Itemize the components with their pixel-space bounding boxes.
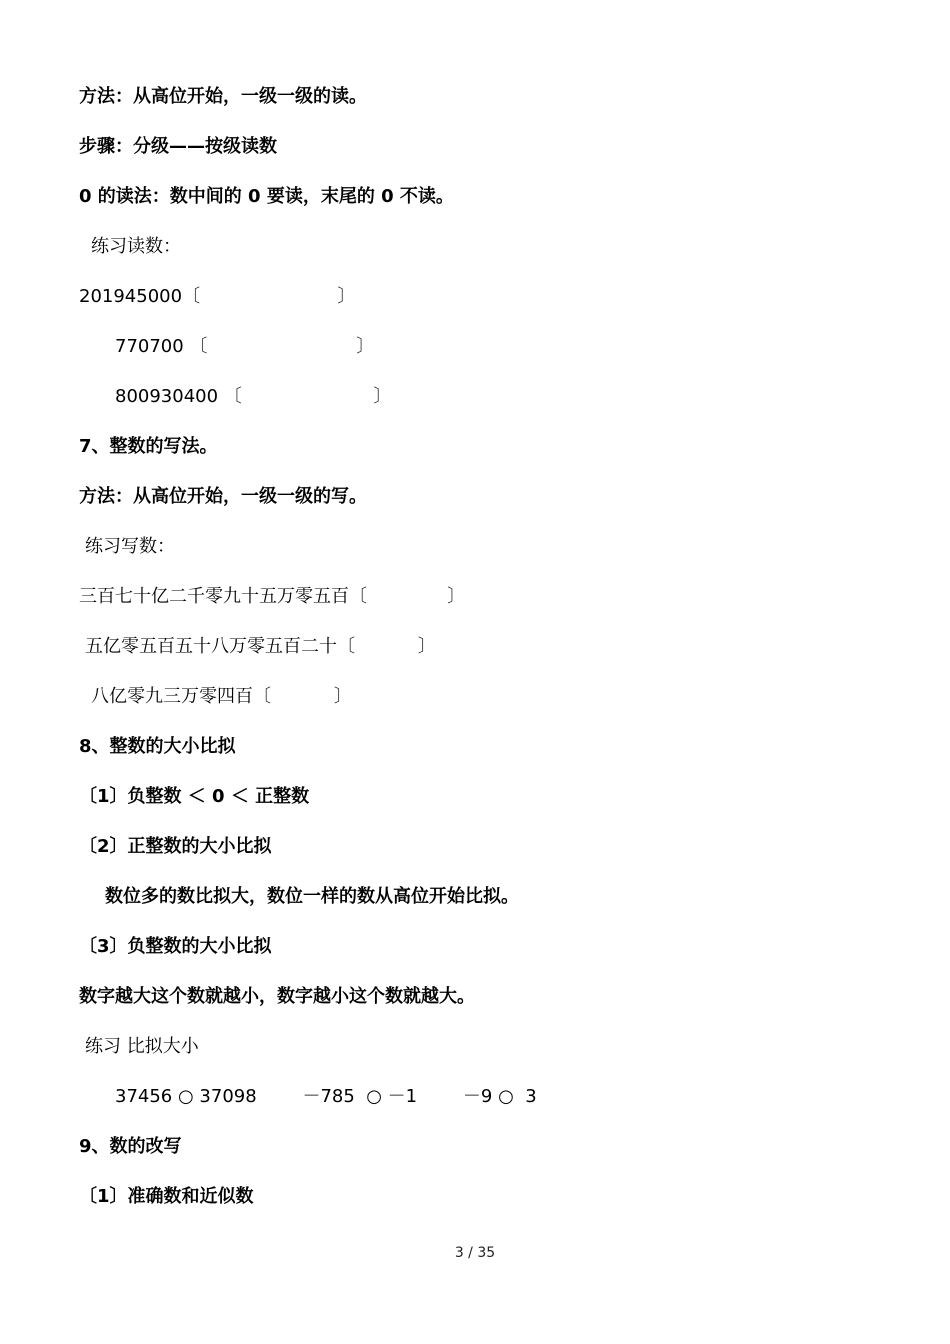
rewriting-subheading-1: 〔1〕准确数和近似数 <box>79 1186 254 1207</box>
practice-writing-heading: 练习写数： <box>85 536 175 557</box>
practice-reading-item: 770700 〔 〕 <box>115 336 375 357</box>
practice-writing-item: 五亿零五百五十八万零五百二十〔 〕 <box>85 636 436 657</box>
comparison-rule-3-detail: 数字越大这个数就越小，数字越小这个数就越大。 <box>79 986 475 1007</box>
practice-reading-heading: 练习读数： <box>91 236 181 257</box>
comparison-rule-2: 〔2〕正整数的大小比拟 <box>79 836 272 857</box>
practice-compare-items: 37456 ○ 37098 －785 ○ －1 －9 ○ 3 <box>115 1086 537 1107</box>
comparison-rule-3: 〔3〕负整数的大小比拟 <box>79 936 272 957</box>
zero-reading-rule: 0 的读法：数中间的 0 要读，末尾的 0 不读。 <box>79 186 454 207</box>
comparison-rule-2-detail: 数位多的数比拟大，数位一样的数从高位开始比拟。 <box>105 886 519 907</box>
section-heading-writing: 7、整数的写法。 <box>79 436 218 457</box>
practice-compare-heading: 练习 比拟大小 <box>85 1036 199 1057</box>
practice-writing-item: 八亿零九三万零四百〔 〕 <box>91 686 352 707</box>
practice-reading-item: 201945000〔 〕 <box>79 286 356 307</box>
steps-reading: 步骤：分级——按级读数 <box>79 136 277 157</box>
practice-writing-item: 三百七十亿二千零九十五万零五百〔 〕 <box>79 586 466 607</box>
page-number: 3 / 35 <box>454 1245 496 1261</box>
practice-reading-item: 800930400 〔 〕 <box>115 386 392 407</box>
section-heading-rewriting: 9、数的改写 <box>79 1136 182 1157</box>
comparison-rule-1: 〔1〕负整数 ＜ 0 ＜ 正整数 <box>79 786 310 807</box>
method-writing: 方法：从高位开始，一级一级的写。 <box>79 486 367 507</box>
method-reading: 方法：从高位开始，一级一级的读。 <box>79 86 367 107</box>
section-heading-comparison: 8、整数的大小比拟 <box>79 736 236 757</box>
